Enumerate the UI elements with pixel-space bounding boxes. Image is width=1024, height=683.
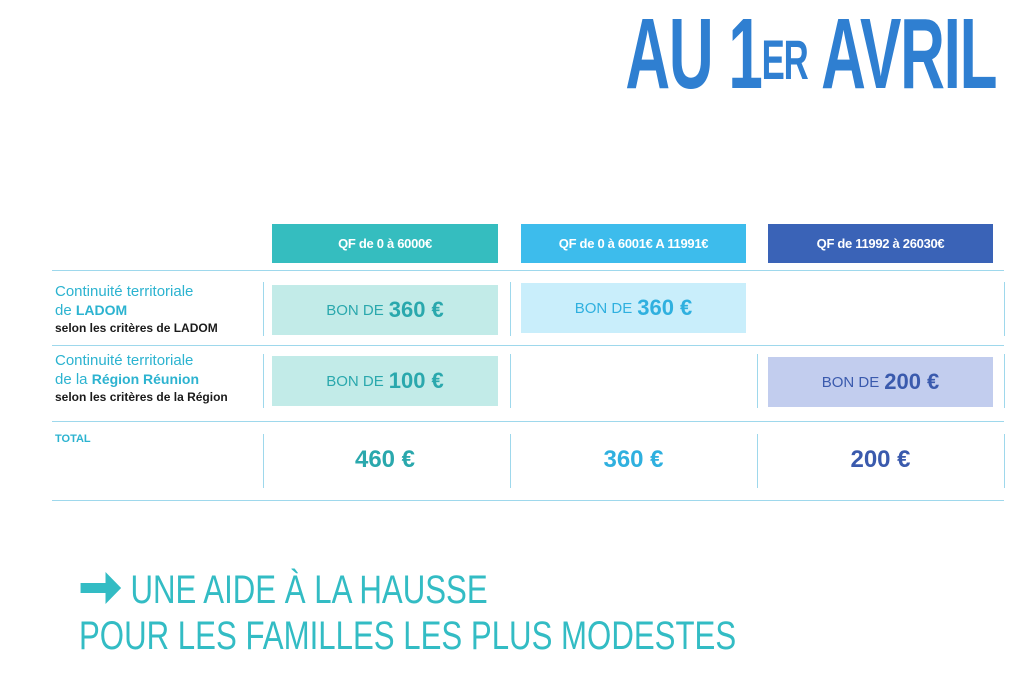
title-superscript: ER [761, 28, 808, 91]
row-label-region [55, 352, 228, 405]
column-divider [263, 354, 264, 408]
row-label-line: Continuité territoriale [55, 352, 194, 369]
column-divider [263, 434, 264, 488]
bon-cell [272, 356, 498, 406]
row-label-strong: Région Réunion [91, 371, 200, 387]
column-divider [510, 282, 511, 336]
table-divider [52, 421, 1004, 422]
column-divider [510, 354, 511, 408]
total-value: 360 € [603, 446, 664, 473]
row-label-line: de [55, 302, 76, 319]
table-divider [52, 345, 1004, 346]
column-divider [510, 434, 511, 488]
row-label-sub: selon les critères de LADOM [55, 321, 218, 335]
bon-amount: 100 € [388, 368, 444, 393]
row-label-ladom [55, 283, 218, 336]
bon-cell [768, 357, 993, 407]
tagline-line2: POUR LES FAMILLES LES PLUS MODESTES [79, 614, 737, 658]
tagline-line1: UNE AIDE À LA HAUSSE [130, 568, 488, 612]
bon-amount: 360 € [637, 295, 693, 320]
bon-amount: 360 € [388, 297, 444, 322]
total-value: 200 € [850, 446, 911, 473]
table-divider [52, 500, 1004, 501]
row-label-sub: selon les critères de la Région [55, 390, 228, 404]
bon-cell [521, 283, 746, 333]
bon-prefix: BON DE [574, 299, 633, 317]
column-header-1: QF de 0 à 6000€ [272, 224, 498, 263]
page-title [625, 0, 996, 110]
column-divider [1004, 282, 1005, 336]
row-label-line: de la [55, 371, 92, 388]
row-label-strong: LADOM [75, 302, 128, 318]
total-label: TOTAL [55, 433, 91, 445]
bon-amount: 200 € [884, 369, 940, 394]
column-divider [1004, 354, 1005, 408]
column-divider [1004, 434, 1005, 488]
title-main: AU 1 [625, 0, 762, 110]
bon-prefix: BON DE [326, 301, 384, 319]
tagline [79, 567, 736, 659]
column-header-3: QF de 11992 à 26030€ [768, 224, 993, 263]
column-divider [757, 434, 758, 488]
bon-prefix: BON DE [821, 373, 880, 391]
arrow-right-icon [79, 568, 123, 608]
column-divider [263, 282, 264, 336]
total-value: 460 € [354, 446, 416, 473]
row-label-line: Continuité territoriale [55, 283, 194, 300]
table-divider [52, 270, 1004, 271]
title-rest: AVRIL [807, 0, 996, 110]
column-divider [757, 354, 758, 408]
bon-cell [272, 285, 498, 335]
column-header-2: QF de 0 à 6001€ A 11991€ [521, 224, 746, 263]
bon-prefix: BON DE [326, 372, 384, 390]
